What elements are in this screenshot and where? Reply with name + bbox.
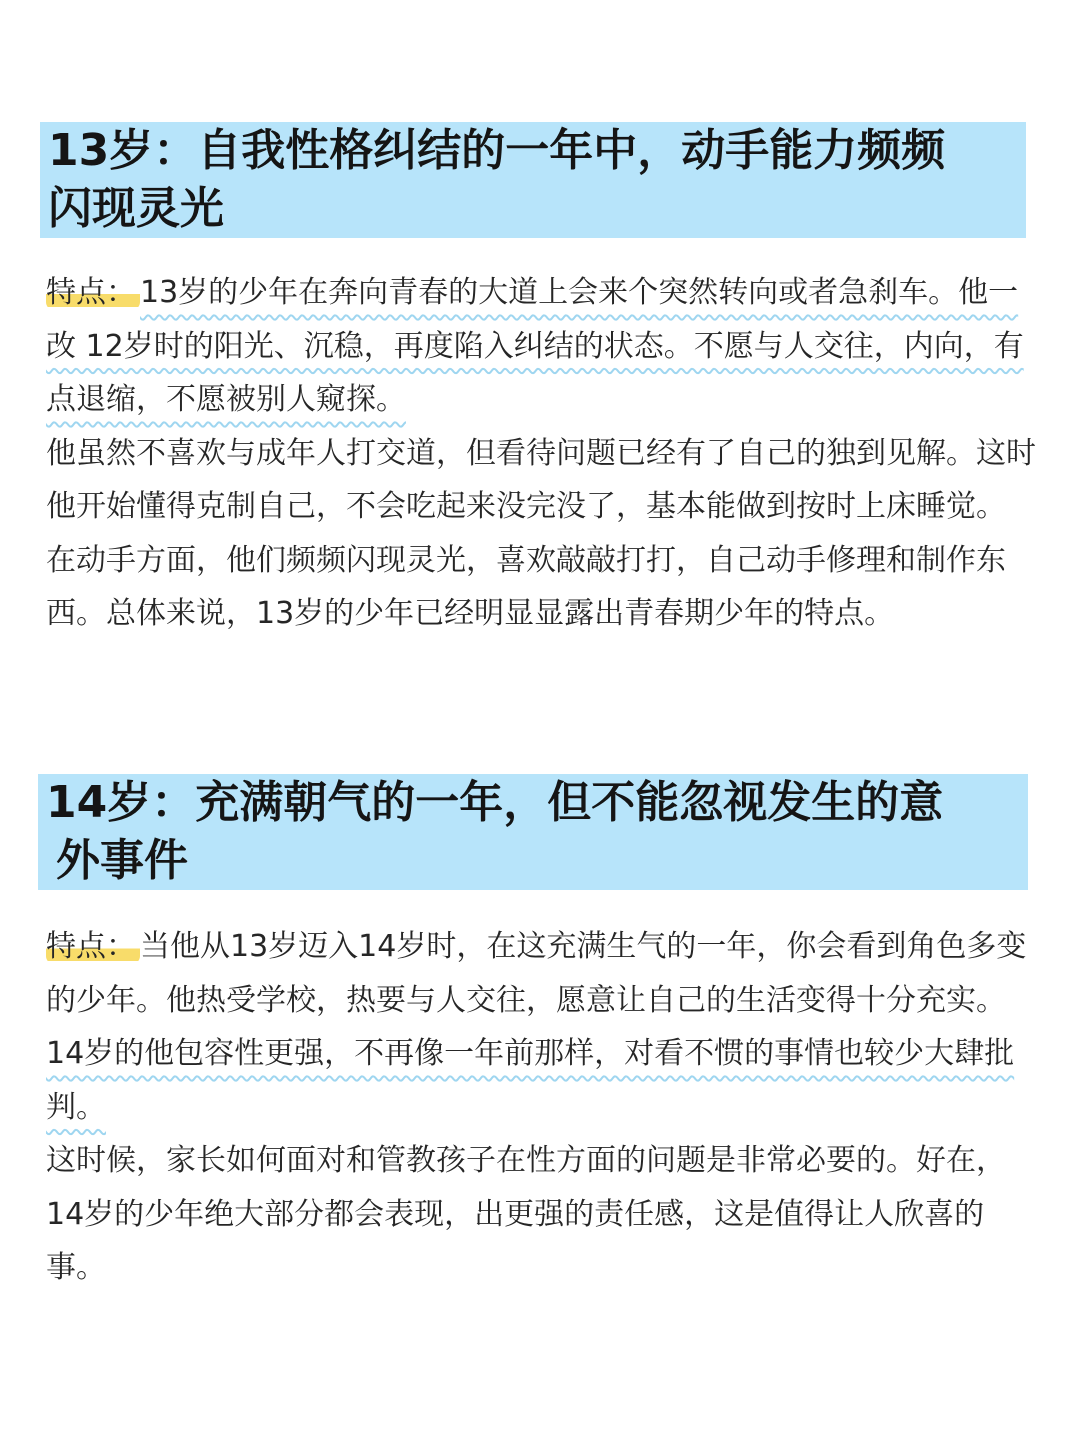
body-paragraph: 他虽然不喜欢与成年人打交道，但看待问题已经有了自己的独到见解。这时他开始懂得克制自己，不会吃起来没完没了，基本能做到按时上床睡觉。 bbox=[46, 435, 1036, 524]
section-age-13 bbox=[0, 122, 1080, 641]
section-title-line-2: 外事件 bbox=[38, 832, 1028, 890]
body-paragraph: 这时候，家长如何面对和管教孩子在性方面的问题是非常必要的。好在，14岁的少年绝大部分都会表现，出更强的责任感，这是值得让人欣喜的事。 bbox=[46, 1143, 1006, 1285]
section-title bbox=[38, 774, 1028, 890]
feature-label: 特点： bbox=[46, 929, 140, 964]
intro-text: 当他从13岁迈入14岁时，在这充满生气的一年，你会看到角色多变的少年。他热受学校，热要与人交往，愿意让自己的生活变得十分充实。 bbox=[46, 929, 1027, 1018]
section-title-line-1: 14岁：充满朝气的一年，但不能忽视发生的意 bbox=[38, 774, 1028, 832]
section-body bbox=[46, 266, 1036, 641]
feature-label: 特点： bbox=[46, 275, 140, 310]
section-title-line-2: 闪现灵光 bbox=[40, 180, 1026, 238]
section-age-14 bbox=[0, 774, 1080, 1295]
intro-paragraph bbox=[46, 266, 1036, 427]
section-title bbox=[40, 122, 1026, 238]
intro-text: 13岁的少年在奔向青春的大道上会来个突然转向或者急刹车。他一改 12岁时的阳光、沉稳，再度陷入纠结的状态。不愿与人交往，内向，有点退缩，不愿被别人窥探。 bbox=[46, 275, 1024, 417]
body-paragraph: 在动手方面，他们频频闪现灵光，喜欢敲敲打打，自己动手修理和制作东西。总体来说，13岁的少年已经明显显露出青春期少年的特点。 bbox=[46, 542, 1006, 631]
intro-paragraph bbox=[46, 920, 1036, 1027]
section-body bbox=[46, 920, 1036, 1295]
section-title-line-1: 13岁：自我性格纠结的一年中，动手能力频频 bbox=[40, 122, 1026, 180]
body-paragraph: 14岁的他包容性更强，不再像一年前那样，对看不惯的事情也较少大肆批判。 bbox=[46, 1036, 1015, 1125]
